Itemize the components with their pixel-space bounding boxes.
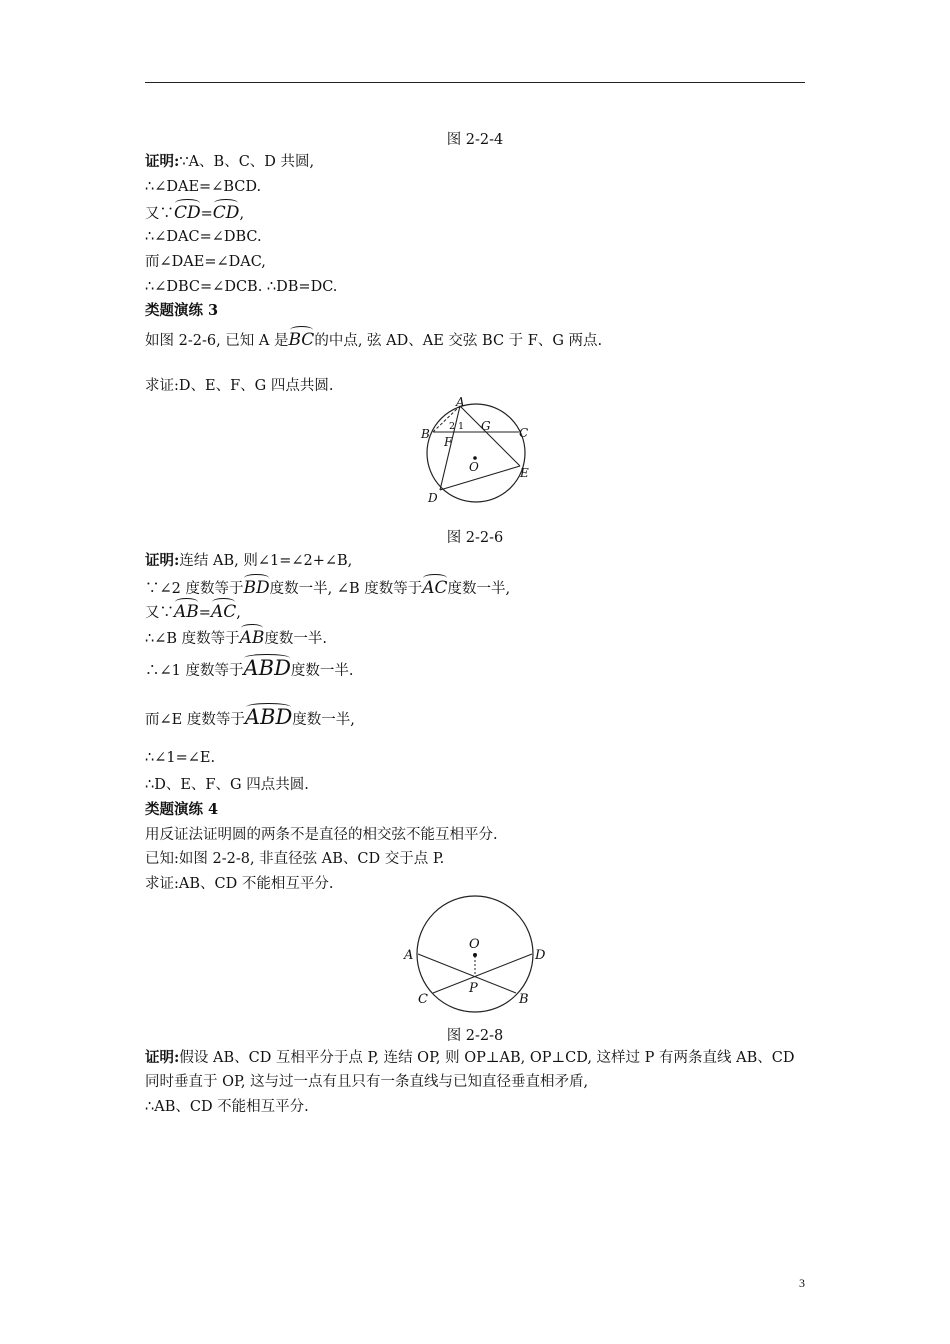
- proof-label: 证明:: [145, 1049, 180, 1066]
- proof-label: 证明:: [145, 552, 180, 569]
- exercise4-heading: 类题演练 4: [145, 801, 219, 818]
- label-angle-2: 2: [449, 421, 456, 432]
- figure-caption-2-2-4: 图 2-2-4: [446, 132, 504, 148]
- label-b: B: [519, 992, 529, 1007]
- label-b: B: [421, 427, 430, 441]
- chord-cd: [433, 954, 532, 993]
- label-e: E: [520, 466, 529, 480]
- proof-label: 证明:: [145, 153, 180, 170]
- circle-o: [427, 404, 525, 502]
- exercise3-question2: 求证:D、E、F、G 四点共圆.: [145, 378, 334, 394]
- proof3-text5b: 度数一半.: [290, 663, 354, 679]
- ex3-q1a: 如图 2-2-6, 已知 A 是: [145, 333, 289, 349]
- label-o: O: [469, 937, 480, 952]
- proof1-line3: [145, 199, 244, 224]
- proof1-eq: =: [200, 206, 213, 222]
- proof3-text2c: 度数一半,: [447, 581, 511, 597]
- proof3-text6b: 度数一半,: [292, 712, 355, 728]
- arc-cd-1: CD: [174, 199, 201, 223]
- proof4-text1: 假设 AB、CD 互相平分于点 P, 连结 OP, 则 OP⊥AB, OP⊥CD, 这样过 P 有两条直线 AB、CD 同时垂直于 OP, 这与过一点有且只有一条直线与已知直径垂直相矛盾,: [145, 1050, 795, 1090]
- label-g: G: [481, 419, 491, 433]
- exercise4-question1: 用反证法证明圆的两条不是直径的相交弦不能互相平分.: [145, 827, 498, 843]
- proof1-line2: ∴∠DAE=∠BCD.: [145, 179, 262, 195]
- arc-abd: ABD: [243, 656, 291, 680]
- label-angle-1: 1: [458, 421, 465, 432]
- figure-2-2-6: [415, 395, 545, 510]
- proof4-conclusion: ∴AB、CD 不能相互平分.: [145, 1099, 309, 1115]
- chord-ab: [418, 954, 516, 993]
- center-point: [473, 953, 477, 957]
- exercise4-question2: 已知:如图 2-2-8, 非直径弦 AB、CD 交于点 P.: [145, 851, 445, 867]
- arc-cd-2: CD: [213, 199, 240, 223]
- proof1-line6: ∴∠DBC=∠DCB. ∴DB=DC.: [145, 279, 338, 295]
- label-o: O: [469, 460, 479, 474]
- proof3-text2a: ∵∠2 度数等于: [145, 581, 244, 597]
- page-number: 3: [799, 1276, 805, 1290]
- exercise3-heading: 类题演练 3: [145, 302, 219, 319]
- figure-caption-2-2-8: 图 2-2-8: [446, 1028, 504, 1044]
- proof1-text1: ∵A、B、C、D 共圆,: [179, 154, 315, 170]
- chord-ae: [460, 406, 520, 466]
- proof3-text4a: ∴∠B 度数等于: [145, 631, 240, 647]
- label-p: P: [469, 981, 478, 996]
- exercise4-question3: 求证:AB、CD 不能相互平分.: [145, 876, 334, 892]
- proof3-eq: =: [198, 605, 211, 621]
- proof3-text3a: 又∵: [145, 605, 174, 621]
- proof3-line4: [145, 624, 327, 649]
- segment-de: [440, 466, 520, 490]
- label-c: C: [418, 992, 428, 1007]
- label-d: D: [535, 948, 546, 963]
- proof1-text3a: 又∵: [145, 206, 174, 222]
- label-a: A: [456, 395, 465, 409]
- proof1-line4: ∴∠DAC=∠DBC.: [145, 229, 262, 245]
- arc-bd: BD: [243, 574, 269, 598]
- arc-ab-2: AB: [240, 624, 265, 648]
- header-rule: [145, 82, 805, 83]
- proof3-line5: [145, 654, 354, 681]
- arc-bc: BC: [289, 326, 315, 350]
- proof1-line1: [145, 152, 314, 172]
- arc-ac: AC: [422, 574, 447, 598]
- proof3-text3b: ,: [236, 605, 241, 621]
- proof3-text6a: 而∠E 度数等于: [145, 712, 245, 728]
- proof3-line3: [145, 598, 241, 623]
- arc-ab: AB: [174, 598, 199, 622]
- ex3-q1b: 的中点, 弦 AD、AE 交弦 BC 于 F、G 两点.: [314, 333, 603, 349]
- proof4-paragraph: [145, 1046, 807, 1094]
- proof3-text2b: 度数一半, ∠B 度数等于: [269, 581, 423, 597]
- label-f: F: [444, 435, 453, 449]
- proof1-line5: 而∠DAE=∠DAC,: [145, 254, 266, 270]
- arc-abd-2: ABD: [244, 705, 293, 729]
- segment-ab-dashed: [433, 406, 460, 432]
- proof3-line6: [145, 703, 355, 730]
- proof3-text5a: ∴∠1 度数等于: [145, 663, 244, 679]
- label-d: D: [428, 491, 438, 505]
- label-c: C: [519, 426, 529, 440]
- label-a: A: [404, 948, 414, 963]
- proof3-line2: [145, 574, 510, 599]
- figure-caption-2-2-6: 图 2-2-6: [446, 530, 504, 546]
- exercise3-question1: [145, 326, 602, 351]
- proof3-line1: [145, 551, 352, 571]
- proof3-line7: ∴∠1=∠E.: [145, 750, 216, 766]
- figure-2-2-8: [400, 893, 555, 1015]
- proof3-text4b: 度数一半.: [264, 631, 328, 647]
- proof3-line8: ∴D、E、F、G 四点共圆.: [145, 777, 309, 793]
- proof1-text3b: ,: [239, 206, 245, 222]
- proof3-text1: 连结 AB, 则∠1=∠2+∠B,: [179, 553, 353, 569]
- arc-ac-2: AC: [211, 598, 236, 622]
